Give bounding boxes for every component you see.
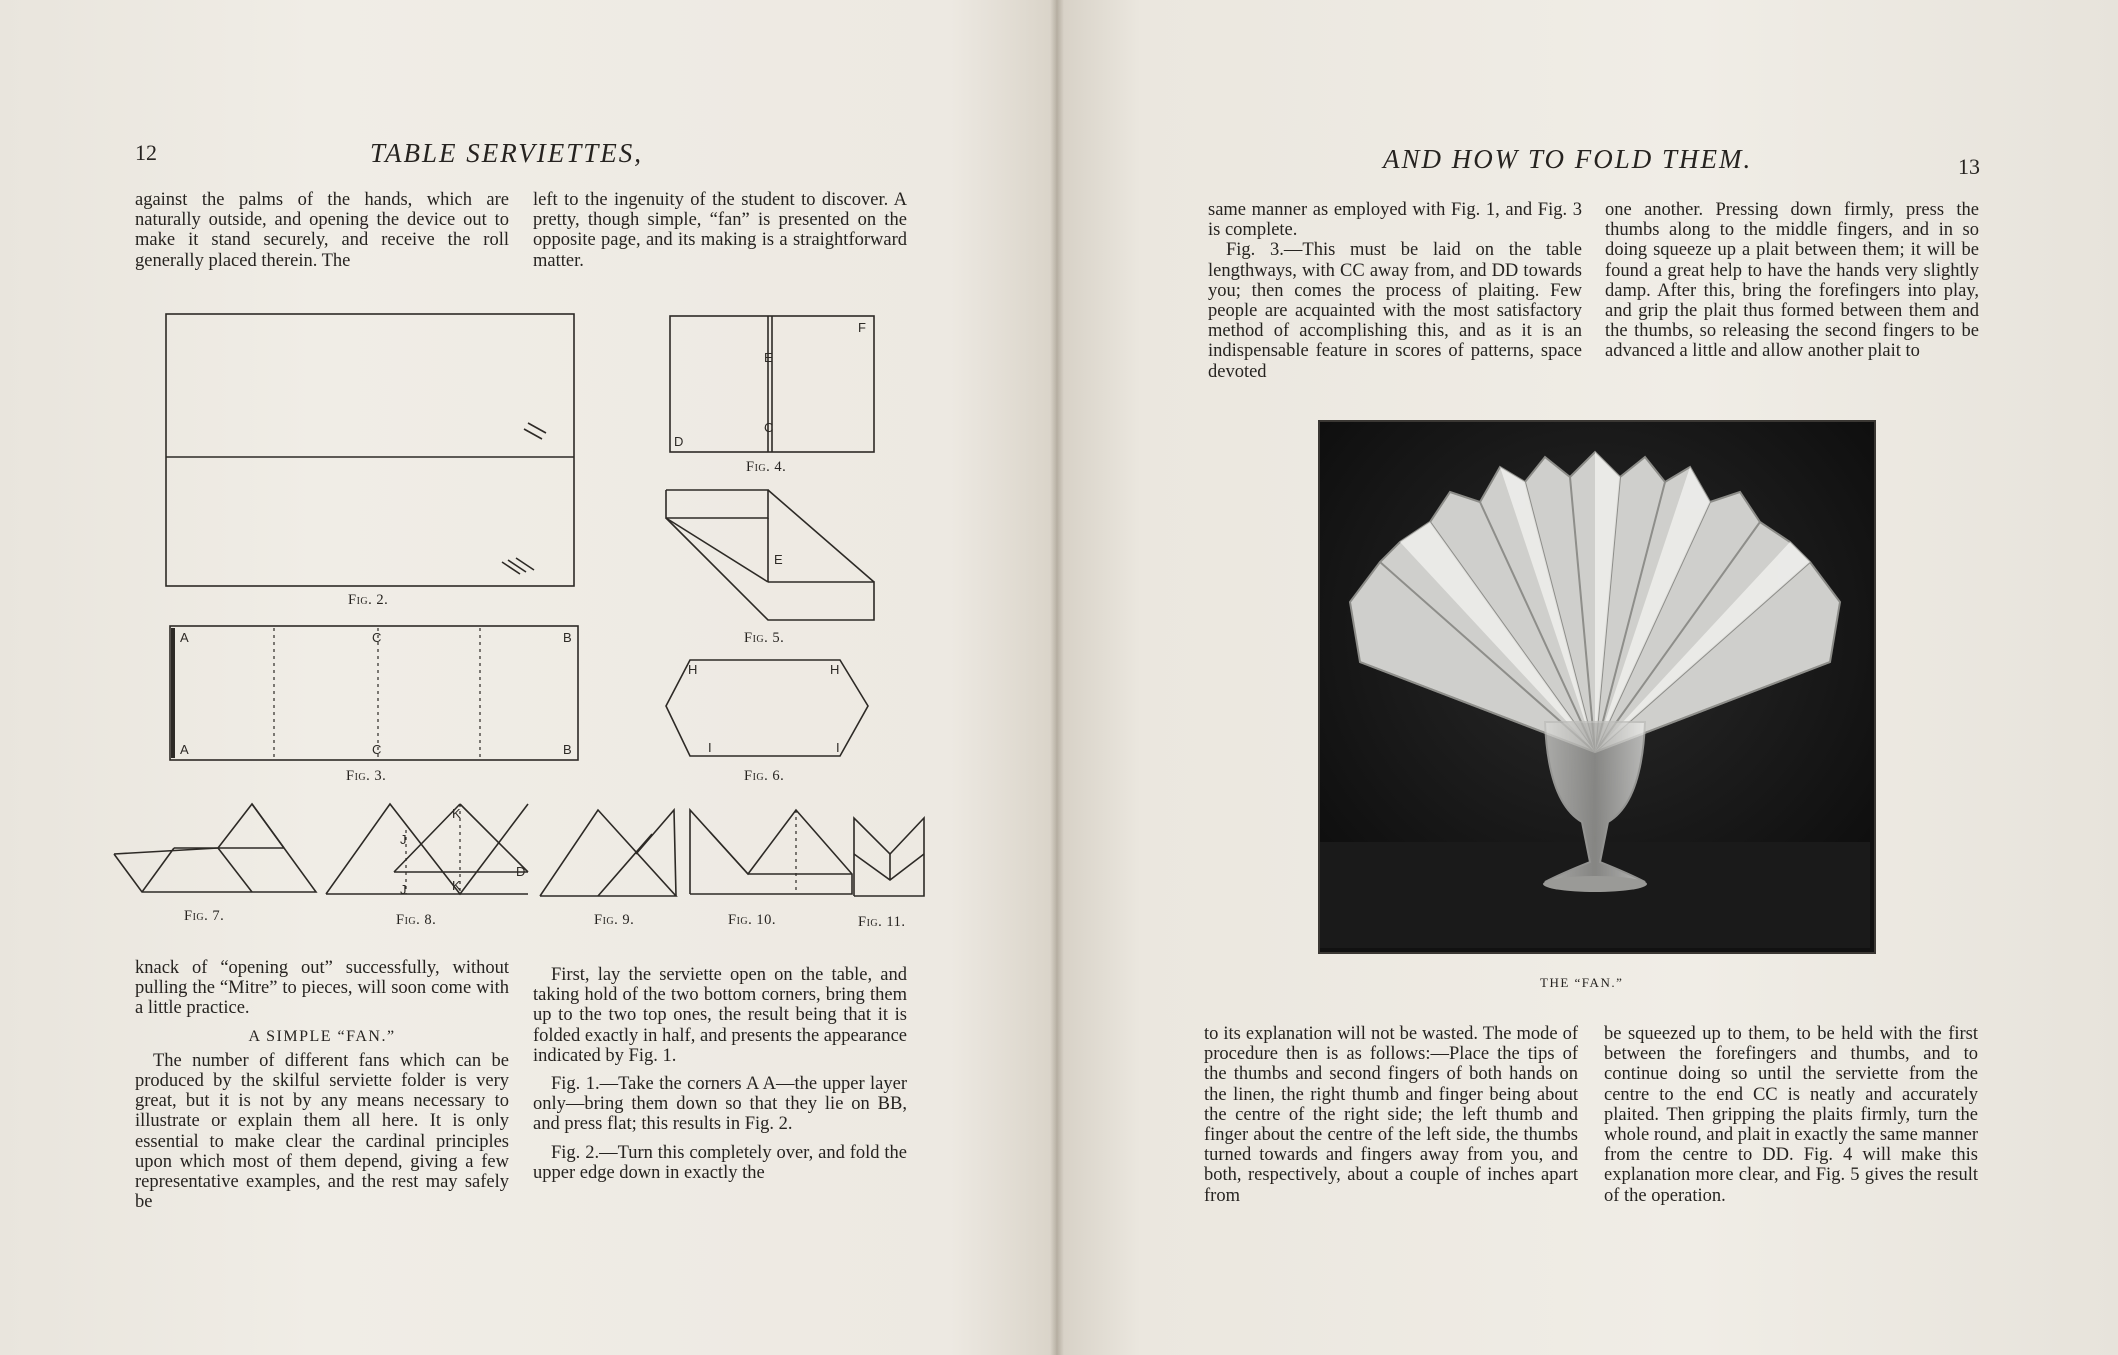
fig-3-caption: Fig. 3. (346, 768, 387, 784)
fig-6-caption: Fig. 6. (744, 768, 785, 784)
fig-7-caption: Fig. 7. (184, 908, 225, 924)
letter-a: A (180, 742, 189, 757)
letter-f: F (858, 320, 866, 335)
letter-h: H (830, 662, 840, 677)
letter-k: K (452, 878, 461, 893)
paragraph: Fig. 3.—This must be laid on the table lengthways, with CC away from, and DD towards you; then comes the process of plaiting. Few people are acquainted with the most satisfactory method of accomplishing this, and as it is an indispensable feature in scores of patterns, space devoted (1208, 240, 1582, 382)
figure-3-diagram (168, 624, 580, 762)
paragraph: Fig. 1.—Take the corners A A—the upper layer only—bring them down so that they lie on BB, and press flat; this results in Fig. 2. (533, 1074, 907, 1135)
figure-9-diagram (538, 804, 680, 902)
letter-e: E (774, 552, 783, 567)
left-col1-top (135, 190, 509, 271)
figure-2-diagram (164, 312, 576, 590)
fig-9-caption: Fig. 9. (594, 912, 635, 928)
right-col1-bottom (1204, 1024, 1578, 1206)
fan-photograph (1318, 420, 1876, 954)
paragraph: one another. Pressing down firmly, press the thumbs along to the middle fingers, and in so doing squeeze up a plait between them; it will be found a great help to have the hands very slightly damp. After this, bring the forefingers into play, and grip the plait thus formed between them and the thumbs, so releasing the second fingers to be advanced a little and allow another plait to (1605, 200, 1979, 362)
fan-napkin-image (1320, 422, 1870, 948)
letter-k: K (452, 806, 461, 821)
fig-10-caption: Fig. 10. (728, 912, 776, 928)
left-col1-bottom (135, 958, 509, 1212)
letter-a: A (180, 630, 189, 645)
figure-11-diagram (852, 814, 928, 900)
letter-j: J (400, 882, 407, 897)
letter-i: I (836, 740, 840, 755)
left-col2-bottom (533, 965, 907, 1183)
letter-c: C (764, 420, 774, 435)
figure-8-diagram (324, 800, 534, 900)
letter-h: H (688, 662, 698, 677)
paragraph: Fig. 2.—Turn this completely over, and fold the upper edge down in exactly the (533, 1142, 907, 1183)
figure-10-diagram (688, 804, 858, 900)
fig-4-caption: Fig. 4. (746, 459, 787, 475)
running-head-left: TABLE SERVIETTES, (370, 138, 644, 168)
left-col2-top (533, 190, 907, 271)
letter-d: D (516, 864, 526, 879)
figure-6-diagram (664, 656, 872, 760)
fig-5-caption: Fig. 5. (744, 630, 785, 646)
paragraph: knack of “opening out” successfully, without pulling the “Mitre” to pieces, will soon come with a little practice. (135, 958, 509, 1019)
fig-11-caption: Fig. 11. (858, 914, 906, 930)
right-col1-top (1208, 200, 1582, 382)
right-col2-top (1605, 200, 1979, 362)
book-gutter (1050, 0, 1064, 1355)
paragraph: left to the ingenuity of the student to discover. A pretty, though simple, “fan” is presented on the opposite page, and its making is a straightforward matter. (533, 190, 907, 271)
paragraph: be squeezed up to them, to be held with the first between the forefingers and thumbs, and to continue doing so until the serviette from the centre to the end CC is neatly and accurately plaited. Then gripping the plaits firmly, turn the whole round, and plait in exactly the same manner from the centre to DD. Fig. 4 will make this explanation more clear, and Fig. 5 gives the result of the operation. (1604, 1024, 1978, 1206)
letter-j: J (400, 832, 407, 847)
paragraph: same manner as employed with Fig. 1, and Fig. 3 is complete. (1208, 200, 1582, 241)
figure-7-diagram (112, 800, 318, 896)
figure-4-diagram (668, 314, 878, 454)
letter-b: B (563, 742, 572, 757)
letter-e: E (764, 350, 773, 365)
running-head-right: AND HOW TO FOLD THEM. (1383, 144, 1753, 174)
letter-d: D (674, 434, 684, 449)
left-page (0, 0, 1056, 1355)
letter-c: C (372, 630, 382, 645)
fan-photo-caption: THE “FAN.” (1540, 975, 1624, 990)
fig-2-caption: Fig. 2. (348, 592, 389, 608)
letter-c: C (372, 742, 382, 757)
figure-5-diagram (664, 486, 880, 622)
right-col2-bottom (1604, 1024, 1978, 1206)
letter-i: I (708, 740, 712, 755)
paragraph: First, lay the serviette open on the table, and taking hold of the two bottom corners, bring them up to the two top ones, the result being that it is folded exactly in half, and presents the appearance indicated by Fig. 1. (533, 965, 907, 1066)
paragraph: to its explanation will not be wasted. The mode of procedure then is as follows:—Place the tips of the thumbs and second fingers of both hands on the linen, the right thumb and finger being about the centre of the right side; the left thumb and finger about the centre of the left side, the thumbs turned towards and fingers away from you, and both, respectively, about a couple of inches apart from (1204, 1024, 1578, 1206)
page-number-right: 13 (1958, 154, 1980, 179)
section-heading: A SIMPLE “FAN.” (248, 1027, 396, 1045)
paragraph: against the palms of the hands, which are naturally outside, and opening the device out to make it stand securely, and receive the roll generally placed therein. The (135, 190, 509, 271)
fig-8-caption: Fig. 8. (396, 912, 437, 928)
page-number-left: 12 (135, 140, 157, 165)
paragraph: The number of different fans which can be produced by the skilful serviette folder is very great, but it is not by any means necessary to illustrate or explain them all here. It is only essential to make clear the cardinal principles upon which most of them depend, giving a few representative examples, and the rest may safely be (135, 1050, 509, 1213)
letter-b: B (563, 630, 572, 645)
